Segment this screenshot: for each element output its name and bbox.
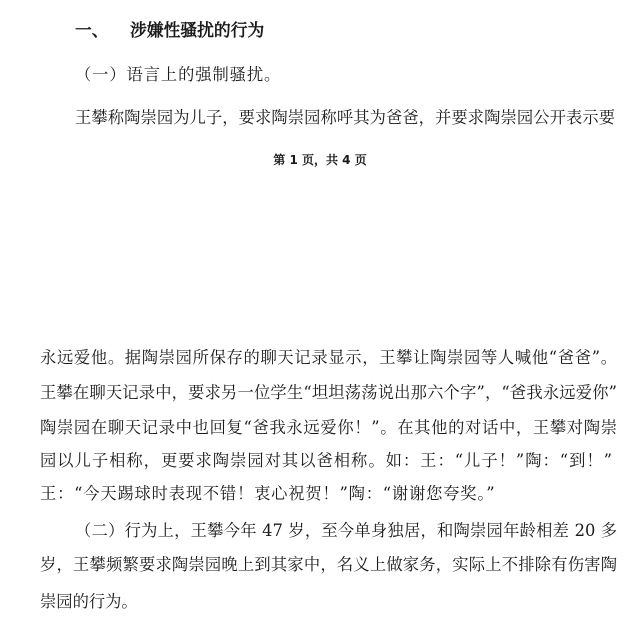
body-line: 陶崇园在聊天记录中也回复“爸我永远爱你！”。在其他的对话中，王攀对陶崇 xyxy=(40,418,617,437)
body-line: 王：“今天踢球时表现不错！衷心祝贺！”陶：“谢谢您夸奖。” xyxy=(40,484,496,503)
body-line: 崇园的行为。 xyxy=(40,592,138,611)
body-line: 园以儿子相称，更要求陶崇园对其以爸相称。如：王：“儿子！”陶：“到！” xyxy=(40,451,612,470)
body-line: 永远爱他。据陶崇园所保存的聊天记录显示，王攀让陶崇园等人喊他“爸爸”。 xyxy=(40,348,617,367)
body-line: （二）行为上，王攀今年 47 岁，至今单身独居，和陶崇园年龄相差 20 多 xyxy=(75,521,617,540)
subheading: （一）语言上的强制骚扰。 xyxy=(75,65,282,84)
section-heading-number: 一、 xyxy=(75,20,109,40)
body-line: 岁，王攀频繁要求陶崇园晚上到其家中，名义上做家务，实际上不排除有伤害陶 xyxy=(40,555,617,574)
page-footer: 第 1 页，共 4 页 xyxy=(273,153,367,167)
body-line: 王攀称陶崇园为儿子，要求陶崇园称呼其为爸爸，并要求陶崇园公开表示要 xyxy=(75,108,615,127)
body-line: 王攀在聊天记录中，要求另一位学生“坦坦荡荡说出那六个字”，“爸我永远爱你” xyxy=(40,383,617,402)
section-heading-title: 涉嫌性骚扰的行为 xyxy=(130,20,265,40)
